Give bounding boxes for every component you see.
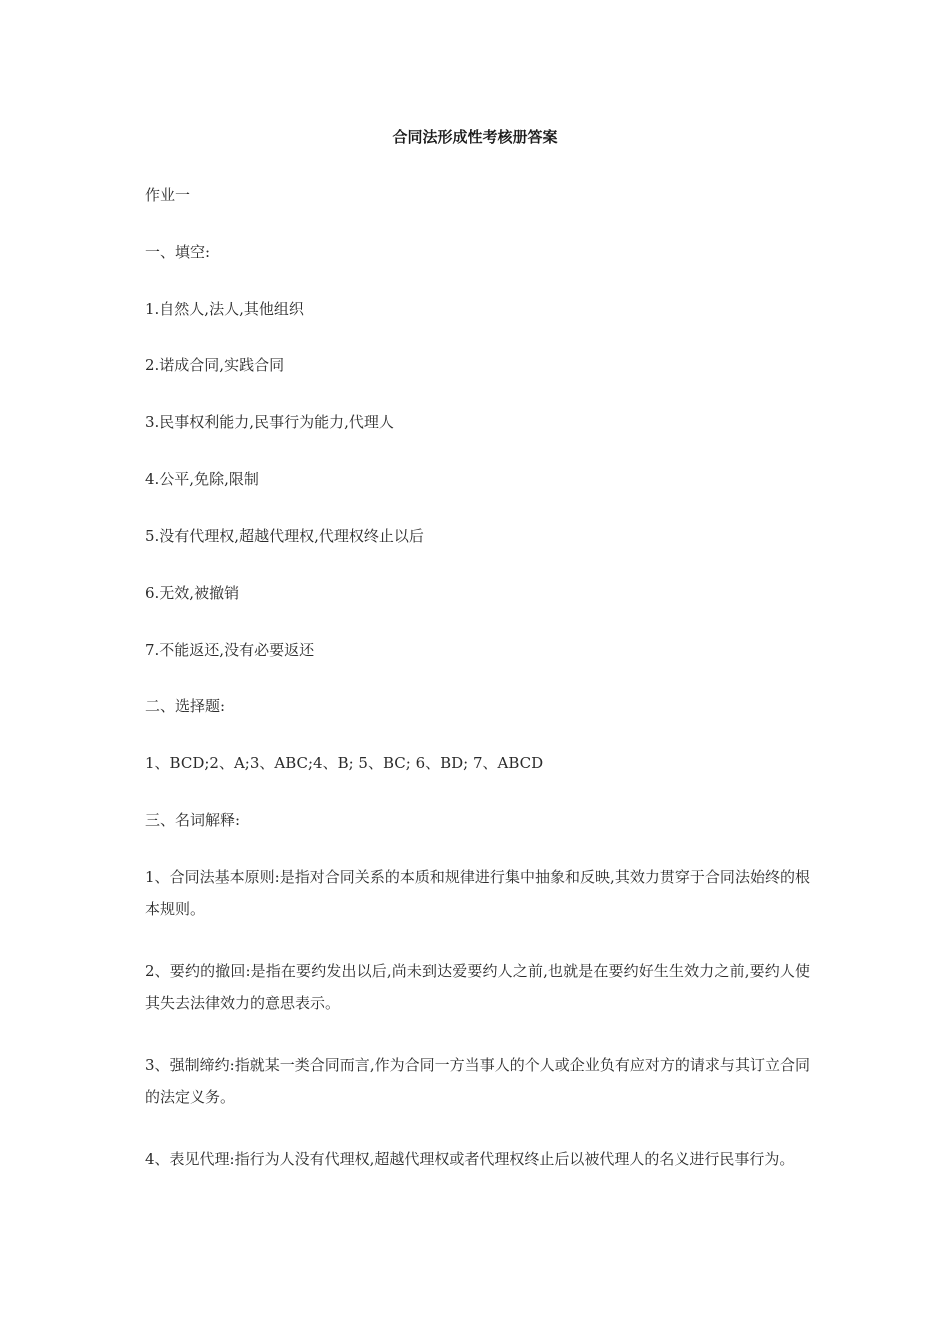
definition-item: 1、合同法基本原则:是指对合同关系的本质和规律进行集中抽象和反映,其效力贯穿于合同法始终的根本规则。 [145,868,810,918]
section-heading-multiple-choice: 二、选择题: [145,697,226,715]
fill-blank-item: 2.诺成合同,实践合同 [145,356,285,374]
document-title: 合同法形成性考核册答案 [392,128,558,146]
section-heading-fill-blank: 一、填空: [145,243,211,261]
definition-item: 3、强制缔约:指就某一类合同而言,作为合同一方当事人的个人或企业负有应对方的请求与其订立合同的法定义务。 [145,1056,810,1106]
fill-blank-item: 5.没有代理权,超越代理权,代理权终止以后 [145,527,424,545]
section-heading-definitions: 三、名词解释: [145,811,241,829]
fill-blank-item: 1.自然人,法人,其他组织 [145,300,304,318]
fill-blank-item: 3.民事权利能力,民事行为能力,代理人 [145,413,394,431]
multiple-choice-answers: 1、BCD;2、A;3、ABC;4、B; 5、BC; 6、BD; 7、ABCD [145,754,544,772]
definition-item: 2、要约的撤回:是指在要约发出以后,尚未到达爱要约人之前,也就是在要约好生生效力之前,要约人使其失去法律效力的意思表示。 [145,962,810,1012]
assignment-heading: 作业一 [145,186,191,204]
fill-blank-item: 6.无效,被撤销 [145,584,240,602]
definition-item: 4、表见代理:指行为人没有代理权,超越代理权或者代理权终止后以被代理人的名义进行民事行为。 [145,1150,795,1168]
fill-blank-item: 7.不能返还,没有必要返还 [145,641,315,659]
fill-blank-item: 4.公平,免除,限制 [145,470,259,488]
